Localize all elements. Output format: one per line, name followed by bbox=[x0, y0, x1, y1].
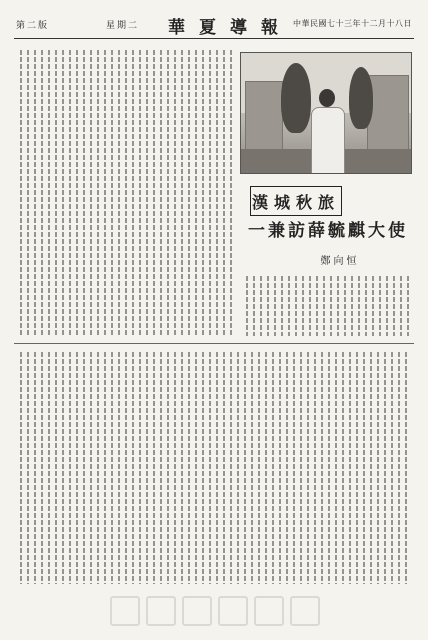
text-column bbox=[330, 276, 332, 336]
text-column bbox=[407, 276, 409, 336]
text-column bbox=[188, 352, 190, 584]
text-column bbox=[398, 352, 400, 584]
text-column bbox=[34, 352, 36, 584]
text-column bbox=[335, 352, 337, 584]
text-column bbox=[337, 276, 339, 336]
text-column bbox=[363, 352, 365, 584]
text-column bbox=[314, 352, 316, 584]
text-column bbox=[41, 50, 43, 336]
text-column bbox=[253, 276, 255, 336]
date-line: 中華民國七十三年十二月十八日 bbox=[293, 19, 412, 28]
text-column bbox=[20, 50, 22, 336]
text-column bbox=[328, 352, 330, 584]
text-column bbox=[244, 352, 246, 584]
text-column bbox=[90, 50, 92, 336]
text-column bbox=[223, 50, 225, 336]
paper-name: 華夏導報 bbox=[168, 18, 292, 38]
text-column bbox=[230, 352, 232, 584]
text-column bbox=[97, 352, 99, 584]
text-column bbox=[48, 50, 50, 336]
text-column bbox=[370, 352, 372, 584]
text-column bbox=[223, 352, 225, 584]
text-column bbox=[146, 352, 148, 584]
text-column bbox=[55, 50, 57, 336]
text-column bbox=[195, 50, 197, 336]
text-column bbox=[342, 352, 344, 584]
text-column bbox=[195, 352, 197, 584]
text-column bbox=[174, 50, 176, 336]
byline: 鄭向恒 bbox=[320, 256, 360, 267]
text-column bbox=[69, 352, 71, 584]
text-column bbox=[188, 50, 190, 336]
page-label: 第二版 bbox=[16, 21, 50, 31]
text-column bbox=[167, 352, 169, 584]
text-column bbox=[20, 352, 22, 584]
text-column bbox=[118, 352, 120, 584]
text-column bbox=[230, 50, 232, 336]
text-column bbox=[258, 352, 260, 584]
photo-tree bbox=[349, 67, 373, 129]
text-column bbox=[76, 50, 78, 336]
section-divider bbox=[14, 343, 414, 344]
text-column bbox=[41, 352, 43, 584]
text-column bbox=[321, 352, 323, 584]
photo-building bbox=[245, 81, 283, 153]
text-column bbox=[384, 352, 386, 584]
text-column bbox=[160, 352, 162, 584]
text-column bbox=[111, 352, 113, 584]
series-title: 漢城秋旅 bbox=[250, 186, 342, 216]
text-column bbox=[209, 50, 211, 336]
text-column bbox=[323, 276, 325, 336]
text-column bbox=[62, 352, 64, 584]
text-column bbox=[111, 50, 113, 336]
text-column bbox=[288, 276, 290, 336]
text-column bbox=[379, 276, 381, 336]
text-column bbox=[97, 50, 99, 336]
masthead bbox=[14, 12, 414, 39]
article-photo bbox=[240, 52, 412, 174]
text-column bbox=[260, 276, 262, 336]
text-column bbox=[307, 352, 309, 584]
text-column bbox=[405, 352, 407, 584]
text-column bbox=[181, 50, 183, 336]
text-column bbox=[351, 276, 353, 336]
text-column bbox=[286, 352, 288, 584]
text-column bbox=[274, 276, 276, 336]
text-column bbox=[125, 50, 127, 336]
text-column bbox=[386, 276, 388, 336]
photo-building bbox=[367, 75, 409, 153]
text-column bbox=[302, 276, 304, 336]
text-column bbox=[216, 352, 218, 584]
text-column bbox=[83, 352, 85, 584]
text-column bbox=[391, 352, 393, 584]
text-column bbox=[139, 50, 141, 336]
watermark bbox=[110, 592, 330, 626]
text-column bbox=[90, 352, 92, 584]
photo-tree bbox=[281, 63, 311, 133]
text-column bbox=[393, 276, 395, 336]
text-column bbox=[377, 352, 379, 584]
text-column bbox=[167, 50, 169, 336]
photo-person-body bbox=[311, 107, 345, 174]
text-column bbox=[216, 50, 218, 336]
text-column bbox=[62, 50, 64, 336]
text-column bbox=[34, 50, 36, 336]
text-column bbox=[27, 352, 29, 584]
text-column bbox=[181, 352, 183, 584]
text-column bbox=[139, 352, 141, 584]
text-column bbox=[132, 352, 134, 584]
text-column bbox=[356, 352, 358, 584]
text-column bbox=[300, 352, 302, 584]
text-column bbox=[146, 50, 148, 336]
text-column bbox=[69, 50, 71, 336]
text-column bbox=[174, 352, 176, 584]
text-column bbox=[153, 50, 155, 336]
text-column bbox=[267, 276, 269, 336]
text-column bbox=[160, 50, 162, 336]
text-column bbox=[272, 352, 274, 584]
headline: 一兼訪薛毓麒大使 bbox=[248, 221, 408, 241]
text-column bbox=[358, 276, 360, 336]
text-column bbox=[202, 50, 204, 336]
text-column bbox=[349, 352, 351, 584]
text-column bbox=[118, 50, 120, 336]
text-column bbox=[279, 352, 281, 584]
text-column bbox=[372, 276, 374, 336]
text-column bbox=[48, 352, 50, 584]
text-column bbox=[365, 276, 367, 336]
text-column bbox=[132, 50, 134, 336]
text-column bbox=[251, 352, 253, 584]
text-column bbox=[400, 276, 402, 336]
text-column bbox=[309, 276, 311, 336]
text-column bbox=[104, 50, 106, 336]
text-column bbox=[344, 276, 346, 336]
text-column bbox=[202, 352, 204, 584]
text-column bbox=[104, 352, 106, 584]
issue-label: 星期二 bbox=[106, 21, 140, 31]
text-column bbox=[209, 352, 211, 584]
text-column bbox=[293, 352, 295, 584]
text-column bbox=[237, 352, 239, 584]
text-column bbox=[83, 50, 85, 336]
text-column bbox=[125, 352, 127, 584]
photo-person-head bbox=[319, 89, 335, 107]
text-column bbox=[246, 276, 248, 336]
text-column bbox=[76, 352, 78, 584]
text-column bbox=[281, 276, 283, 336]
text-column bbox=[295, 276, 297, 336]
text-column bbox=[265, 352, 267, 584]
text-column bbox=[316, 276, 318, 336]
text-column bbox=[27, 50, 29, 336]
text-column bbox=[153, 352, 155, 584]
text-column bbox=[55, 352, 57, 584]
